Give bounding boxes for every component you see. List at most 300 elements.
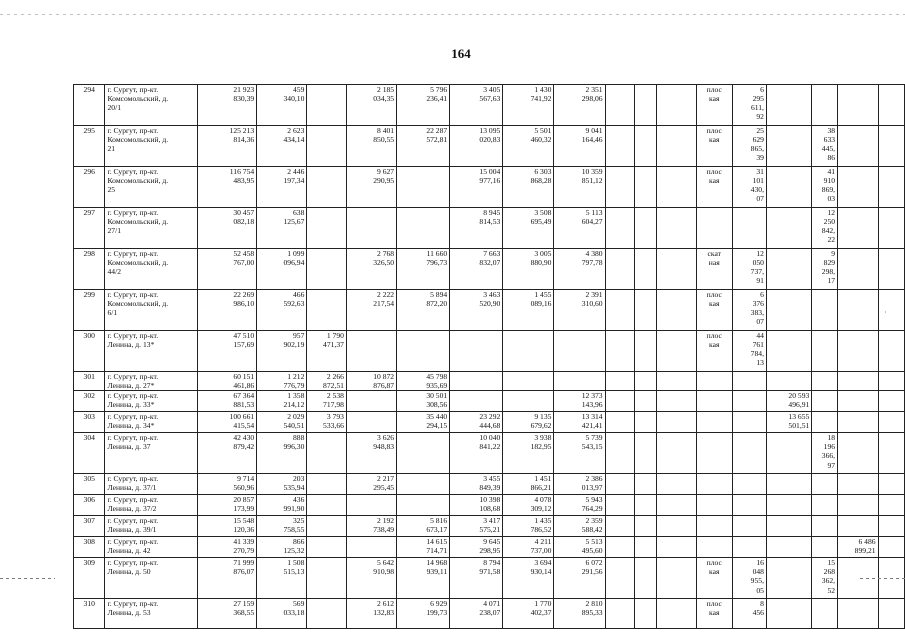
amount-cell [766, 85, 811, 126]
amount-cell: 10 398 108,68 [450, 495, 503, 516]
amount-cell: 100 661 415,54 [198, 412, 257, 433]
row-number-cell: 309 [74, 558, 105, 599]
amount-cell: 41 339 270,79 [198, 537, 257, 558]
amount-cell: 5 513 495,60 [554, 537, 605, 558]
amount-cell [766, 372, 811, 391]
roof-type-cell: плос кая [697, 85, 732, 126]
amount-cell: 4 071 238,07 [450, 599, 503, 629]
roof-type-cell [697, 474, 732, 495]
amount-cell [766, 167, 811, 208]
amount-cell: 5 894 872,20 [397, 290, 450, 331]
amount-cell [605, 495, 634, 516]
amount-cell [812, 372, 838, 391]
amount-cell: 888 996,30 [257, 433, 307, 474]
amount-cell [397, 474, 450, 495]
amount-cell [732, 412, 766, 433]
amount-cell [450, 391, 503, 412]
amount-cell: 27 159 368,55 [198, 599, 257, 629]
row-number-cell: 310 [74, 599, 105, 629]
amount-cell: 2 029 540,51 [257, 412, 307, 433]
amount-cell [634, 495, 656, 516]
amount-cell [732, 537, 766, 558]
amount-cell [450, 331, 503, 372]
roof-type-cell [697, 208, 732, 249]
amount-cell: 2 185 034,35 [346, 85, 396, 126]
amount-cell [605, 85, 634, 126]
table-row [74, 599, 905, 629]
amount-cell: 2 217 295,45 [346, 474, 396, 495]
amount-cell: 5 113 604,27 [554, 208, 605, 249]
amount-cell [766, 126, 811, 167]
amount-cell: 18 196 366, 97 [812, 433, 838, 474]
amount-cell: 13 655 501,51 [766, 412, 811, 433]
amount-cell: 5 816 673,17 [397, 516, 450, 537]
amount-cell: 14 968 939,11 [397, 558, 450, 599]
amount-cell: 8 794 971,58 [450, 558, 503, 599]
roof-type-cell [697, 537, 732, 558]
address-cell: г. Сургут, пр-кт. Комсомольский, д. 25 [105, 167, 198, 208]
amount-cell: 2 192 738,49 [346, 516, 396, 537]
amount-cell [657, 372, 697, 391]
address-cell: г. Сургут, пр-кт. Комсомольский, д. 20/1 [105, 85, 198, 126]
amount-cell [346, 495, 396, 516]
amount-cell: 67 364 881,53 [198, 391, 257, 412]
amount-cell: 30 501 308,56 [397, 391, 450, 412]
table-row [74, 474, 905, 495]
amount-cell: 13 314 421,41 [554, 412, 605, 433]
amount-cell: 12 250 842, 22 [812, 208, 838, 249]
amount-cell [766, 290, 811, 331]
roof-type-cell: плос кая [697, 167, 732, 208]
amount-cell [732, 516, 766, 537]
amount-cell: 20 857 173,99 [198, 495, 257, 516]
amount-cell [812, 537, 838, 558]
amount-cell [657, 290, 697, 331]
amount-cell [732, 372, 766, 391]
amount-cell [838, 249, 879, 290]
amount-cell: 15 004 977,16 [450, 167, 503, 208]
amount-cell: 1 508 515,13 [257, 558, 307, 599]
table-row [74, 537, 905, 558]
amount-cell: 6 295 611, 92 [732, 85, 766, 126]
amount-cell: 4 078 309,12 [503, 495, 554, 516]
address-cell: г. Сургут, пр-кт. Ленина, д. 33* [105, 391, 198, 412]
amount-cell: 6 303 868,28 [503, 167, 554, 208]
side-mark: · [884, 308, 887, 317]
amount-cell: 12 373 143,96 [554, 391, 605, 412]
row-number-cell: 298 [74, 249, 105, 290]
amount-cell [605, 208, 634, 249]
amount-cell: 2 222 217,54 [346, 290, 396, 331]
amount-cell: 4 211 737,00 [503, 537, 554, 558]
row-number-cell: 308 [74, 537, 105, 558]
amount-cell [397, 208, 450, 249]
address-cell: г. Сургут, пр-кт. Ленина, д. 39/1 [105, 516, 198, 537]
amount-cell [307, 433, 347, 474]
amount-cell [634, 85, 656, 126]
amount-cell: 6 486 899,21 [838, 537, 879, 558]
amount-cell [878, 167, 904, 208]
amount-cell [838, 474, 879, 495]
table-row [74, 208, 905, 249]
address-cell: г. Сургут, пр-кт. Ленина, д. 53 [105, 599, 198, 629]
amount-cell [307, 126, 347, 167]
amount-cell [878, 412, 904, 433]
row-number-cell: 297 [74, 208, 105, 249]
amount-cell: 2 351 298,06 [554, 85, 605, 126]
address-cell: г. Сургут, пр-кт. Ленина, д. 37/1 [105, 474, 198, 495]
amount-cell: 436 991,90 [257, 495, 307, 516]
amount-cell: 5 642 910,98 [346, 558, 396, 599]
amount-cell: 8 401 850,55 [346, 126, 396, 167]
amount-cell [397, 433, 450, 474]
amount-cell [878, 290, 904, 331]
amount-cell [450, 372, 503, 391]
amount-cell: 2 612 132,83 [346, 599, 396, 629]
row-number-cell: 294 [74, 85, 105, 126]
table-row [74, 290, 905, 331]
scan-top-edge [0, 14, 905, 15]
amount-cell: 31 101 430, 07 [732, 167, 766, 208]
amount-cell: 459 340,10 [257, 85, 307, 126]
amount-cell: 1 212 776,79 [257, 372, 307, 391]
amount-cell: 3 005 880,90 [503, 249, 554, 290]
amount-cell: 20 593 496,91 [766, 391, 811, 412]
amount-cell [878, 85, 904, 126]
amount-cell [732, 391, 766, 412]
amount-cell [605, 372, 634, 391]
amount-cell: 35 440 294,15 [397, 412, 450, 433]
amount-cell [605, 558, 634, 599]
amount-cell: 5 796 236,41 [397, 85, 450, 126]
amount-cell [605, 599, 634, 629]
amount-cell: 638 125,67 [257, 208, 307, 249]
amount-cell [812, 85, 838, 126]
amount-cell [838, 85, 879, 126]
amount-cell [838, 167, 879, 208]
amount-cell: 6 929 199,73 [397, 599, 450, 629]
amount-cell [634, 474, 656, 495]
amount-cell: 1 099 096,94 [257, 249, 307, 290]
amount-cell [503, 331, 554, 372]
amount-cell [634, 249, 656, 290]
amount-cell: 8 456 [732, 599, 766, 629]
amount-cell [554, 331, 605, 372]
amount-cell: 21 923 830,39 [198, 85, 257, 126]
amount-cell [634, 167, 656, 208]
amount-cell: 12 050 737, 91 [732, 249, 766, 290]
amount-cell [634, 433, 656, 474]
row-number-cell: 301 [74, 372, 105, 391]
row-number-cell: 295 [74, 126, 105, 167]
address-cell: г. Сургут, пр-кт. Ленина, д. 37/2 [105, 495, 198, 516]
amount-cell: 2 623 434,14 [257, 126, 307, 167]
amount-cell: 2 768 326,50 [346, 249, 396, 290]
amount-cell [812, 516, 838, 537]
amount-cell: 3 694 930,14 [503, 558, 554, 599]
amount-cell [307, 290, 347, 331]
amount-cell: 60 151 461,86 [198, 372, 257, 391]
amount-cell [307, 558, 347, 599]
row-number-cell: 303 [74, 412, 105, 433]
amount-cell [605, 412, 634, 433]
address-cell: г. Сургут, пр-кт. Комсомольский, д. 27/1 [105, 208, 198, 249]
amount-cell: 1 435 786,52 [503, 516, 554, 537]
amount-cell: 13 095 020,83 [450, 126, 503, 167]
amount-cell [766, 599, 811, 629]
amount-cell [812, 495, 838, 516]
row-number-cell: 304 [74, 433, 105, 474]
amount-cell: 3 938 182,95 [503, 433, 554, 474]
amount-cell: 116 754 483,95 [198, 167, 257, 208]
table-row [74, 558, 905, 599]
amount-cell [346, 391, 396, 412]
amount-cell: 38 633 445, 86 [812, 126, 838, 167]
amount-cell: 2 538 717,98 [307, 391, 347, 412]
amount-cell: 1 770 402,37 [503, 599, 554, 629]
amount-cell: 4 380 797,78 [554, 249, 605, 290]
amount-cell [878, 331, 904, 372]
amount-cell [657, 537, 697, 558]
amount-cell [766, 474, 811, 495]
amount-cell [657, 391, 697, 412]
roof-type-cell [697, 433, 732, 474]
amount-cell [605, 474, 634, 495]
row-number-cell: 296 [74, 167, 105, 208]
amount-cell [878, 516, 904, 537]
amount-cell [307, 249, 347, 290]
amount-cell [657, 126, 697, 167]
amount-cell: 125 213 814,36 [198, 126, 257, 167]
amount-cell [605, 167, 634, 208]
row-number-cell: 305 [74, 474, 105, 495]
roof-type-cell: скат ная [697, 249, 732, 290]
roof-type-cell: плос кая [697, 290, 732, 331]
roof-type-cell [697, 516, 732, 537]
amount-cell [657, 474, 697, 495]
amount-cell [657, 249, 697, 290]
amount-cell: 22 287 572,81 [397, 126, 450, 167]
amount-cell: 42 430 879,42 [198, 433, 257, 474]
scan-left-dash [0, 578, 55, 579]
amount-cell: 2 359 588,42 [554, 516, 605, 537]
amount-cell [812, 331, 838, 372]
amount-cell [605, 537, 634, 558]
amount-cell: 9 645 298,95 [450, 537, 503, 558]
amount-cell: 3 417 575,21 [450, 516, 503, 537]
amount-cell: 569 033,18 [257, 599, 307, 629]
amount-cell [812, 599, 838, 629]
amount-cell [838, 391, 879, 412]
registry-body [74, 85, 905, 629]
amount-cell: 47 510 157,69 [198, 331, 257, 372]
amount-cell [605, 249, 634, 290]
amount-cell: 866 125,32 [257, 537, 307, 558]
amount-cell [634, 412, 656, 433]
address-cell: г. Сургут, пр-кт. Ленина, д. 42 [105, 537, 198, 558]
amount-cell [812, 391, 838, 412]
amount-cell [838, 372, 879, 391]
amount-cell: 9 135 679,62 [503, 412, 554, 433]
row-number-cell: 306 [74, 495, 105, 516]
amount-cell: 7 663 832,07 [450, 249, 503, 290]
amount-cell [878, 249, 904, 290]
amount-cell [307, 537, 347, 558]
roof-type-cell: плос кая [697, 599, 732, 629]
amount-cell [634, 331, 656, 372]
amount-cell [657, 208, 697, 249]
amount-cell: 2 386 013,97 [554, 474, 605, 495]
amount-cell: 3 405 567,63 [450, 85, 503, 126]
amount-cell [838, 208, 879, 249]
roof-type-cell: плос кая [697, 331, 732, 372]
amount-cell [634, 126, 656, 167]
amount-cell: 5 739 543,15 [554, 433, 605, 474]
amount-cell [838, 290, 879, 331]
table-row [74, 249, 905, 290]
address-cell: г. Сургут, пр-кт. Ленина, д. 13* [105, 331, 198, 372]
amount-cell [878, 208, 904, 249]
amount-cell [503, 391, 554, 412]
amount-cell [605, 126, 634, 167]
amount-cell: 3 455 849,39 [450, 474, 503, 495]
table-row [74, 391, 905, 412]
amount-cell [766, 537, 811, 558]
amount-cell [307, 208, 347, 249]
table-row [74, 412, 905, 433]
amount-cell [878, 126, 904, 167]
amount-cell [307, 599, 347, 629]
address-cell: г. Сургут, пр-кт. Ленина, д. 50 [105, 558, 198, 599]
amount-cell [732, 208, 766, 249]
amount-cell [838, 495, 879, 516]
amount-cell [878, 599, 904, 629]
table-row [74, 372, 905, 391]
amount-cell: 3 508 695,49 [503, 208, 554, 249]
amount-cell: 15 548 120,36 [198, 516, 257, 537]
amount-cell: 6 376 383, 07 [732, 290, 766, 331]
amount-cell [605, 433, 634, 474]
amount-cell [657, 433, 697, 474]
amount-cell: 1 358 214,12 [257, 391, 307, 412]
amount-cell [307, 516, 347, 537]
amount-cell [634, 208, 656, 249]
amount-cell [657, 331, 697, 372]
amount-cell [657, 167, 697, 208]
amount-cell: 2 810 895,33 [554, 599, 605, 629]
amount-cell [766, 249, 811, 290]
amount-cell [732, 495, 766, 516]
table-row [74, 167, 905, 208]
roof-type-cell [697, 412, 732, 433]
scan-right-dash [860, 578, 905, 579]
roof-type-cell [697, 372, 732, 391]
table-row [74, 126, 905, 167]
amount-cell [657, 495, 697, 516]
table-row [74, 331, 905, 372]
amount-cell [605, 391, 634, 412]
amount-cell: 3 463 520,90 [450, 290, 503, 331]
amount-cell: 466 592,63 [257, 290, 307, 331]
amount-cell: 10 359 851,12 [554, 167, 605, 208]
row-number-cell: 307 [74, 516, 105, 537]
amount-cell [634, 372, 656, 391]
amount-cell: 14 615 714,71 [397, 537, 450, 558]
address-cell: г. Сургут, пр-кт. Комсомольский, д. 21 [105, 126, 198, 167]
address-cell: г. Сургут, пр-кт. Ленина, д. 34* [105, 412, 198, 433]
amount-cell [397, 167, 450, 208]
amount-cell [554, 372, 605, 391]
amount-cell [838, 516, 879, 537]
amount-cell [307, 85, 347, 126]
table-row [74, 495, 905, 516]
amount-cell [634, 537, 656, 558]
amount-cell: 71 999 876,07 [198, 558, 257, 599]
amount-cell [732, 433, 766, 474]
amount-cell [812, 412, 838, 433]
amount-cell [657, 558, 697, 599]
row-number-cell: 302 [74, 391, 105, 412]
amount-cell: 5 943 764,29 [554, 495, 605, 516]
amount-cell: 5 501 460,32 [503, 126, 554, 167]
roof-type-cell [697, 391, 732, 412]
amount-cell: 957 902,19 [257, 331, 307, 372]
amount-cell [766, 331, 811, 372]
amount-cell [346, 537, 396, 558]
address-cell: г. Сургут, пр-кт. Комсомольский, д. 44/2 [105, 249, 198, 290]
amount-cell: 9 041 164,46 [554, 126, 605, 167]
amount-cell [766, 208, 811, 249]
amount-cell [307, 474, 347, 495]
amount-cell: 44 761 784, 13 [732, 331, 766, 372]
address-cell: г. Сургут, пр-кт. Ленина, д. 37 [105, 433, 198, 474]
amount-cell: 22 269 986,10 [198, 290, 257, 331]
amount-cell [634, 290, 656, 331]
amount-cell: 11 660 796,73 [397, 249, 450, 290]
amount-cell: 10 040 841,22 [450, 433, 503, 474]
amount-cell: 1 451 866,21 [503, 474, 554, 495]
amount-cell: 15 268 362, 52 [812, 558, 838, 599]
amount-cell [634, 516, 656, 537]
amount-cell [878, 537, 904, 558]
amount-cell: 23 292 444,68 [450, 412, 503, 433]
registry-table [73, 84, 905, 629]
amount-cell: 3 793 533,66 [307, 412, 347, 433]
amount-cell [838, 599, 879, 629]
amount-cell: 41 910 869, 03 [812, 167, 838, 208]
amount-cell [307, 167, 347, 208]
table-row [74, 85, 905, 126]
amount-cell [605, 331, 634, 372]
table-row [74, 433, 905, 474]
roof-type-cell: плос кая [697, 126, 732, 167]
amount-cell: 9 714 560,96 [198, 474, 257, 495]
amount-cell: 8 945 814,53 [450, 208, 503, 249]
amount-cell [838, 331, 879, 372]
amount-cell: 52 458 767,00 [198, 249, 257, 290]
roof-type-cell [697, 495, 732, 516]
amount-cell [732, 474, 766, 495]
row-number-cell: 300 [74, 331, 105, 372]
amount-cell [657, 412, 697, 433]
amount-cell: 45 798 935,69 [397, 372, 450, 391]
amount-cell [634, 599, 656, 629]
amount-cell [878, 495, 904, 516]
amount-cell [503, 372, 554, 391]
amount-cell: 1 790 471,37 [307, 331, 347, 372]
amount-cell [397, 331, 450, 372]
amount-cell [605, 290, 634, 331]
